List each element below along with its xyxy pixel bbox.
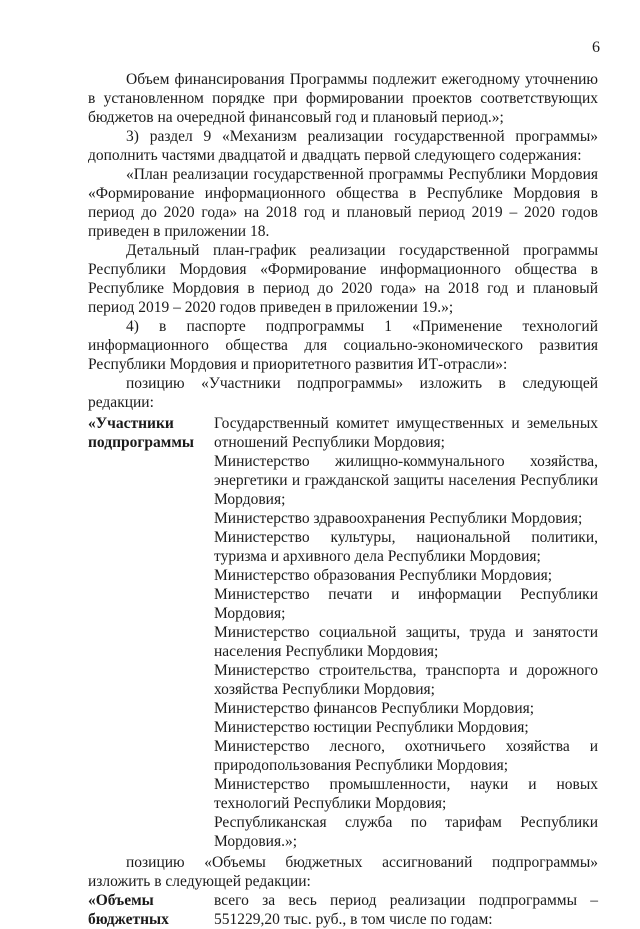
paragraph-schedule-appendix-19: Детальный план-график реализации государственной программы Республики Мордовия «Формирование информационного общества в Республике Мордовия в период до 2020 года» на 2018 год и плановый период 2019 – 2020 годов приведен в приложении 19.»;	[88, 242, 598, 316]
participant-entry: Республиканская служба по тарифам Республики Мордовия.»;	[214, 814, 598, 850]
participants-label: «Участники подпрограммы	[88, 415, 195, 451]
participant-entry: Министерство социальной защиты, труда и занятости населения Республики Мордовия;	[214, 624, 598, 660]
document-body	[88, 70, 598, 929]
budget-text: всего за весь период реализации подпрограммы – 551229,20 тыс. руб., в том числе по годам:	[214, 892, 598, 928]
participant-entry: Министерство здравоохранения Республики Мордовия;	[214, 510, 583, 527]
page-number: 6	[592, 39, 600, 56]
participant-entry: Министерство жилищно-коммунального хозяйства, энергетики и гражданской защиты населения Республики Мордовия;	[214, 453, 598, 508]
budget-text-cell	[214, 891, 598, 929]
participant-entry: Государственный комитет имущественных и земельных отношений Республики Мордовия;	[214, 415, 598, 451]
participant-entry: Министерство промышленности, науки и новых технологий Республики Мордовия;	[214, 776, 598, 812]
participant-entry: Министерство культуры, национальной политики, туризма и архивного дела Республики Мордовия;	[214, 529, 598, 565]
paragraph-section-9: 3) раздел 9 «Механизм реализации государственной программы» дополнить частями двадцатой и двадцать первой следующего содержания:	[88, 128, 598, 164]
participant-entry: Министерство образования Республики Мордовия;	[214, 567, 553, 584]
participant-entry: Министерство строительства, транспорта и дорожного хозяйства Республики Мордовия;	[214, 662, 598, 698]
participant-entry: Министерство юстиции Республики Мордовия;	[214, 719, 529, 736]
budget-table	[88, 891, 598, 929]
paragraph-participants-intro: позицию «Участники подпрограммы» изложить в следующей редакции:	[88, 375, 598, 411]
budget-label: «Объемы бюджетных	[88, 892, 169, 928]
paragraph-subprogram-passport: 4) в паспорте подпрограммы 1 «Применение технологий информационного общества для социально-экономического развития Республики Мордовия и приоритетного развития ИТ-отрасли»:	[88, 318, 598, 373]
paragraph-plan-appendix-18: «План реализации государственной программы Республики Мордовия «Формирование информационного общества в Республике Мордовия в период до 2020 года» на 2018 год и плановый период 2019 – 2020 годов приведен в приложении 18.	[88, 166, 598, 240]
participant-entry: Министерство лесного, охотничьего хозяйства и природопользования Республики Мордовия;	[214, 738, 598, 774]
paragraph-financing: Объем финансирования Программы подлежит ежегодному уточнению в установленном порядке при формировании проектов соответствующих бюджетов на очередной финансовый год и плановый период.»;	[88, 71, 598, 126]
participant-entry: Министерство печати и информации Республики Мордовия;	[214, 586, 598, 622]
participants-table	[88, 414, 598, 851]
participants-list	[214, 414, 598, 851]
paragraph-budget-intro: позицию «Объемы бюджетных ассигнований подпрограммы» изложить в следующей редакции:	[88, 854, 598, 890]
participant-entry: Министерство финансов Республики Мордовия;	[214, 700, 535, 717]
